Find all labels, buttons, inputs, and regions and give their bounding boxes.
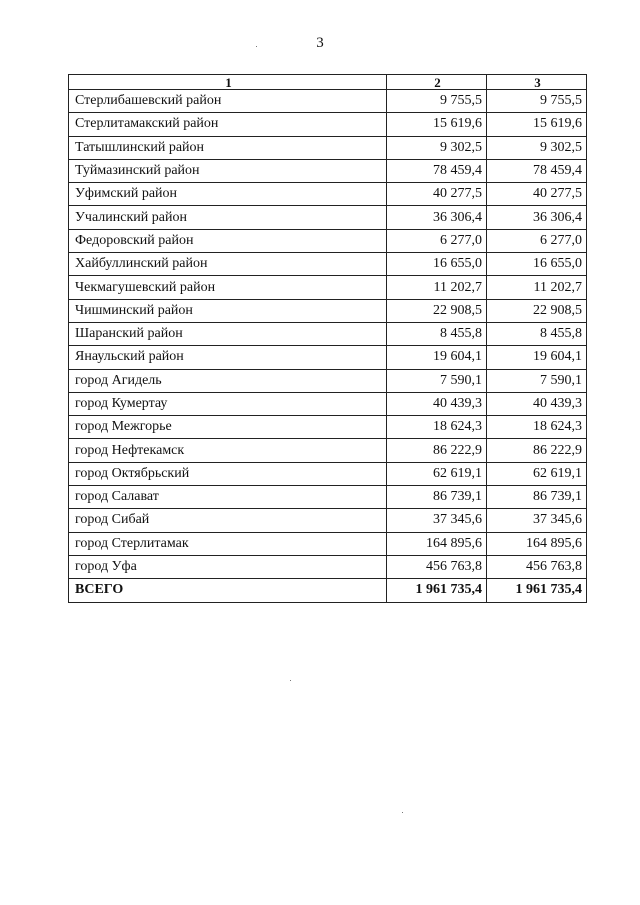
column-3-value: 37 345,6 <box>487 509 587 532</box>
territory-name: город Сибай <box>69 509 387 532</box>
column-3-value: 7 590,1 <box>487 369 587 392</box>
column-2-value: 86 222,9 <box>387 439 487 462</box>
table-row <box>69 462 587 485</box>
column-2-value: 164 895,6 <box>387 532 487 555</box>
column-2-value: 78 459,4 <box>387 159 487 182</box>
column-2-value: 8 455,8 <box>387 322 487 345</box>
column-2-value: 9 302,5 <box>387 136 487 159</box>
scan-speck <box>402 812 403 813</box>
table-row <box>69 509 587 532</box>
column-3-value: 78 459,4 <box>487 159 587 182</box>
table-row <box>69 159 587 182</box>
territory-name: Стерлитамакский район <box>69 113 387 136</box>
column-2-value: 15 619,6 <box>387 113 487 136</box>
column-3-value: 86 739,1 <box>487 486 587 509</box>
column-3-value: 9 755,5 <box>487 90 587 113</box>
column-3-value: 9 302,5 <box>487 136 587 159</box>
column-3-value: 6 277,0 <box>487 229 587 252</box>
territory-name: город Кумертау <box>69 392 387 415</box>
column-2-value: 1 961 735,4 <box>387 579 487 602</box>
table-header-row <box>69 75 587 90</box>
column-3-value: 86 222,9 <box>487 439 587 462</box>
column-2-value: 86 739,1 <box>387 486 487 509</box>
table-row <box>69 253 587 276</box>
table-row <box>69 555 587 578</box>
table-row <box>69 206 587 229</box>
page-number: 3 <box>316 35 324 51</box>
table-row <box>69 113 587 136</box>
column-3-value: 40 439,3 <box>487 392 587 415</box>
total-row <box>69 579 587 602</box>
column-2-value: 62 619,1 <box>387 462 487 485</box>
table-row <box>69 183 587 206</box>
column-header: 2 <box>387 75 487 90</box>
column-3-value: 22 908,5 <box>487 299 587 322</box>
territory-name: город Октябрьский <box>69 462 387 485</box>
territory-name: Янаульский район <box>69 346 387 369</box>
column-3-value: 19 604,1 <box>487 346 587 369</box>
table-row <box>69 532 587 555</box>
column-2-value: 456 763,8 <box>387 555 487 578</box>
territory-name: Татышлинский район <box>69 136 387 159</box>
column-3-value: 164 895,6 <box>487 532 587 555</box>
territory-name: Стерлибашевский район <box>69 90 387 113</box>
table-row <box>69 369 587 392</box>
column-2-value: 9 755,5 <box>387 90 487 113</box>
table-row <box>69 416 587 439</box>
territory-name: Туймазинский район <box>69 159 387 182</box>
scan-speck <box>290 680 291 681</box>
territory-name: город Межгорье <box>69 416 387 439</box>
column-3-value: 8 455,8 <box>487 322 587 345</box>
column-header: 1 <box>69 75 387 90</box>
column-3-value: 36 306,4 <box>487 206 587 229</box>
table-row <box>69 90 587 113</box>
table-row <box>69 299 587 322</box>
territory-name: Уфимский район <box>69 183 387 206</box>
column-3-value: 456 763,8 <box>487 555 587 578</box>
column-2-value: 16 655,0 <box>387 253 487 276</box>
table-row <box>69 392 587 415</box>
table-row <box>69 136 587 159</box>
table-row <box>69 439 587 462</box>
table-row <box>69 346 587 369</box>
column-2-value: 18 624,3 <box>387 416 487 439</box>
territory-name: Шаранский район <box>69 322 387 345</box>
territory-name: город Салават <box>69 486 387 509</box>
territory-name: город Уфа <box>69 555 387 578</box>
column-2-value: 19 604,1 <box>387 346 487 369</box>
table-row <box>69 229 587 252</box>
column-2-value: 37 345,6 <box>387 509 487 532</box>
column-3-value: 11 202,7 <box>487 276 587 299</box>
table-body <box>69 90 587 603</box>
column-3-value: 16 655,0 <box>487 253 587 276</box>
column-3-value: 15 619,6 <box>487 113 587 136</box>
column-2-value: 6 277,0 <box>387 229 487 252</box>
column-2-value: 40 439,3 <box>387 392 487 415</box>
column-2-value: 22 908,5 <box>387 299 487 322</box>
column-3-value: 18 624,3 <box>487 416 587 439</box>
table-row <box>69 322 587 345</box>
territory-name: город Нефтекамск <box>69 439 387 462</box>
scan-speck <box>256 46 257 47</box>
territory-name: Чекмагушевский район <box>69 276 387 299</box>
column-3-value: 62 619,1 <box>487 462 587 485</box>
column-2-value: 11 202,7 <box>387 276 487 299</box>
column-2-value: 7 590,1 <box>387 369 487 392</box>
territory-name: город Стерлитамак <box>69 532 387 555</box>
territory-name: ВСЕГО <box>69 579 387 602</box>
territory-name: Хайбуллинский район <box>69 253 387 276</box>
column-header: 3 <box>487 75 587 90</box>
territory-name: Чишминский район <box>69 299 387 322</box>
column-2-value: 40 277,5 <box>387 183 487 206</box>
territory-name: Учалинский район <box>69 206 387 229</box>
budget-table <box>68 74 587 603</box>
territory-name: город Агидель <box>69 369 387 392</box>
column-3-value: 1 961 735,4 <box>487 579 587 602</box>
column-2-value: 36 306,4 <box>387 206 487 229</box>
territory-name: Федоровский район <box>69 229 387 252</box>
table-row <box>69 486 587 509</box>
table-row <box>69 276 587 299</box>
column-3-value: 40 277,5 <box>487 183 587 206</box>
